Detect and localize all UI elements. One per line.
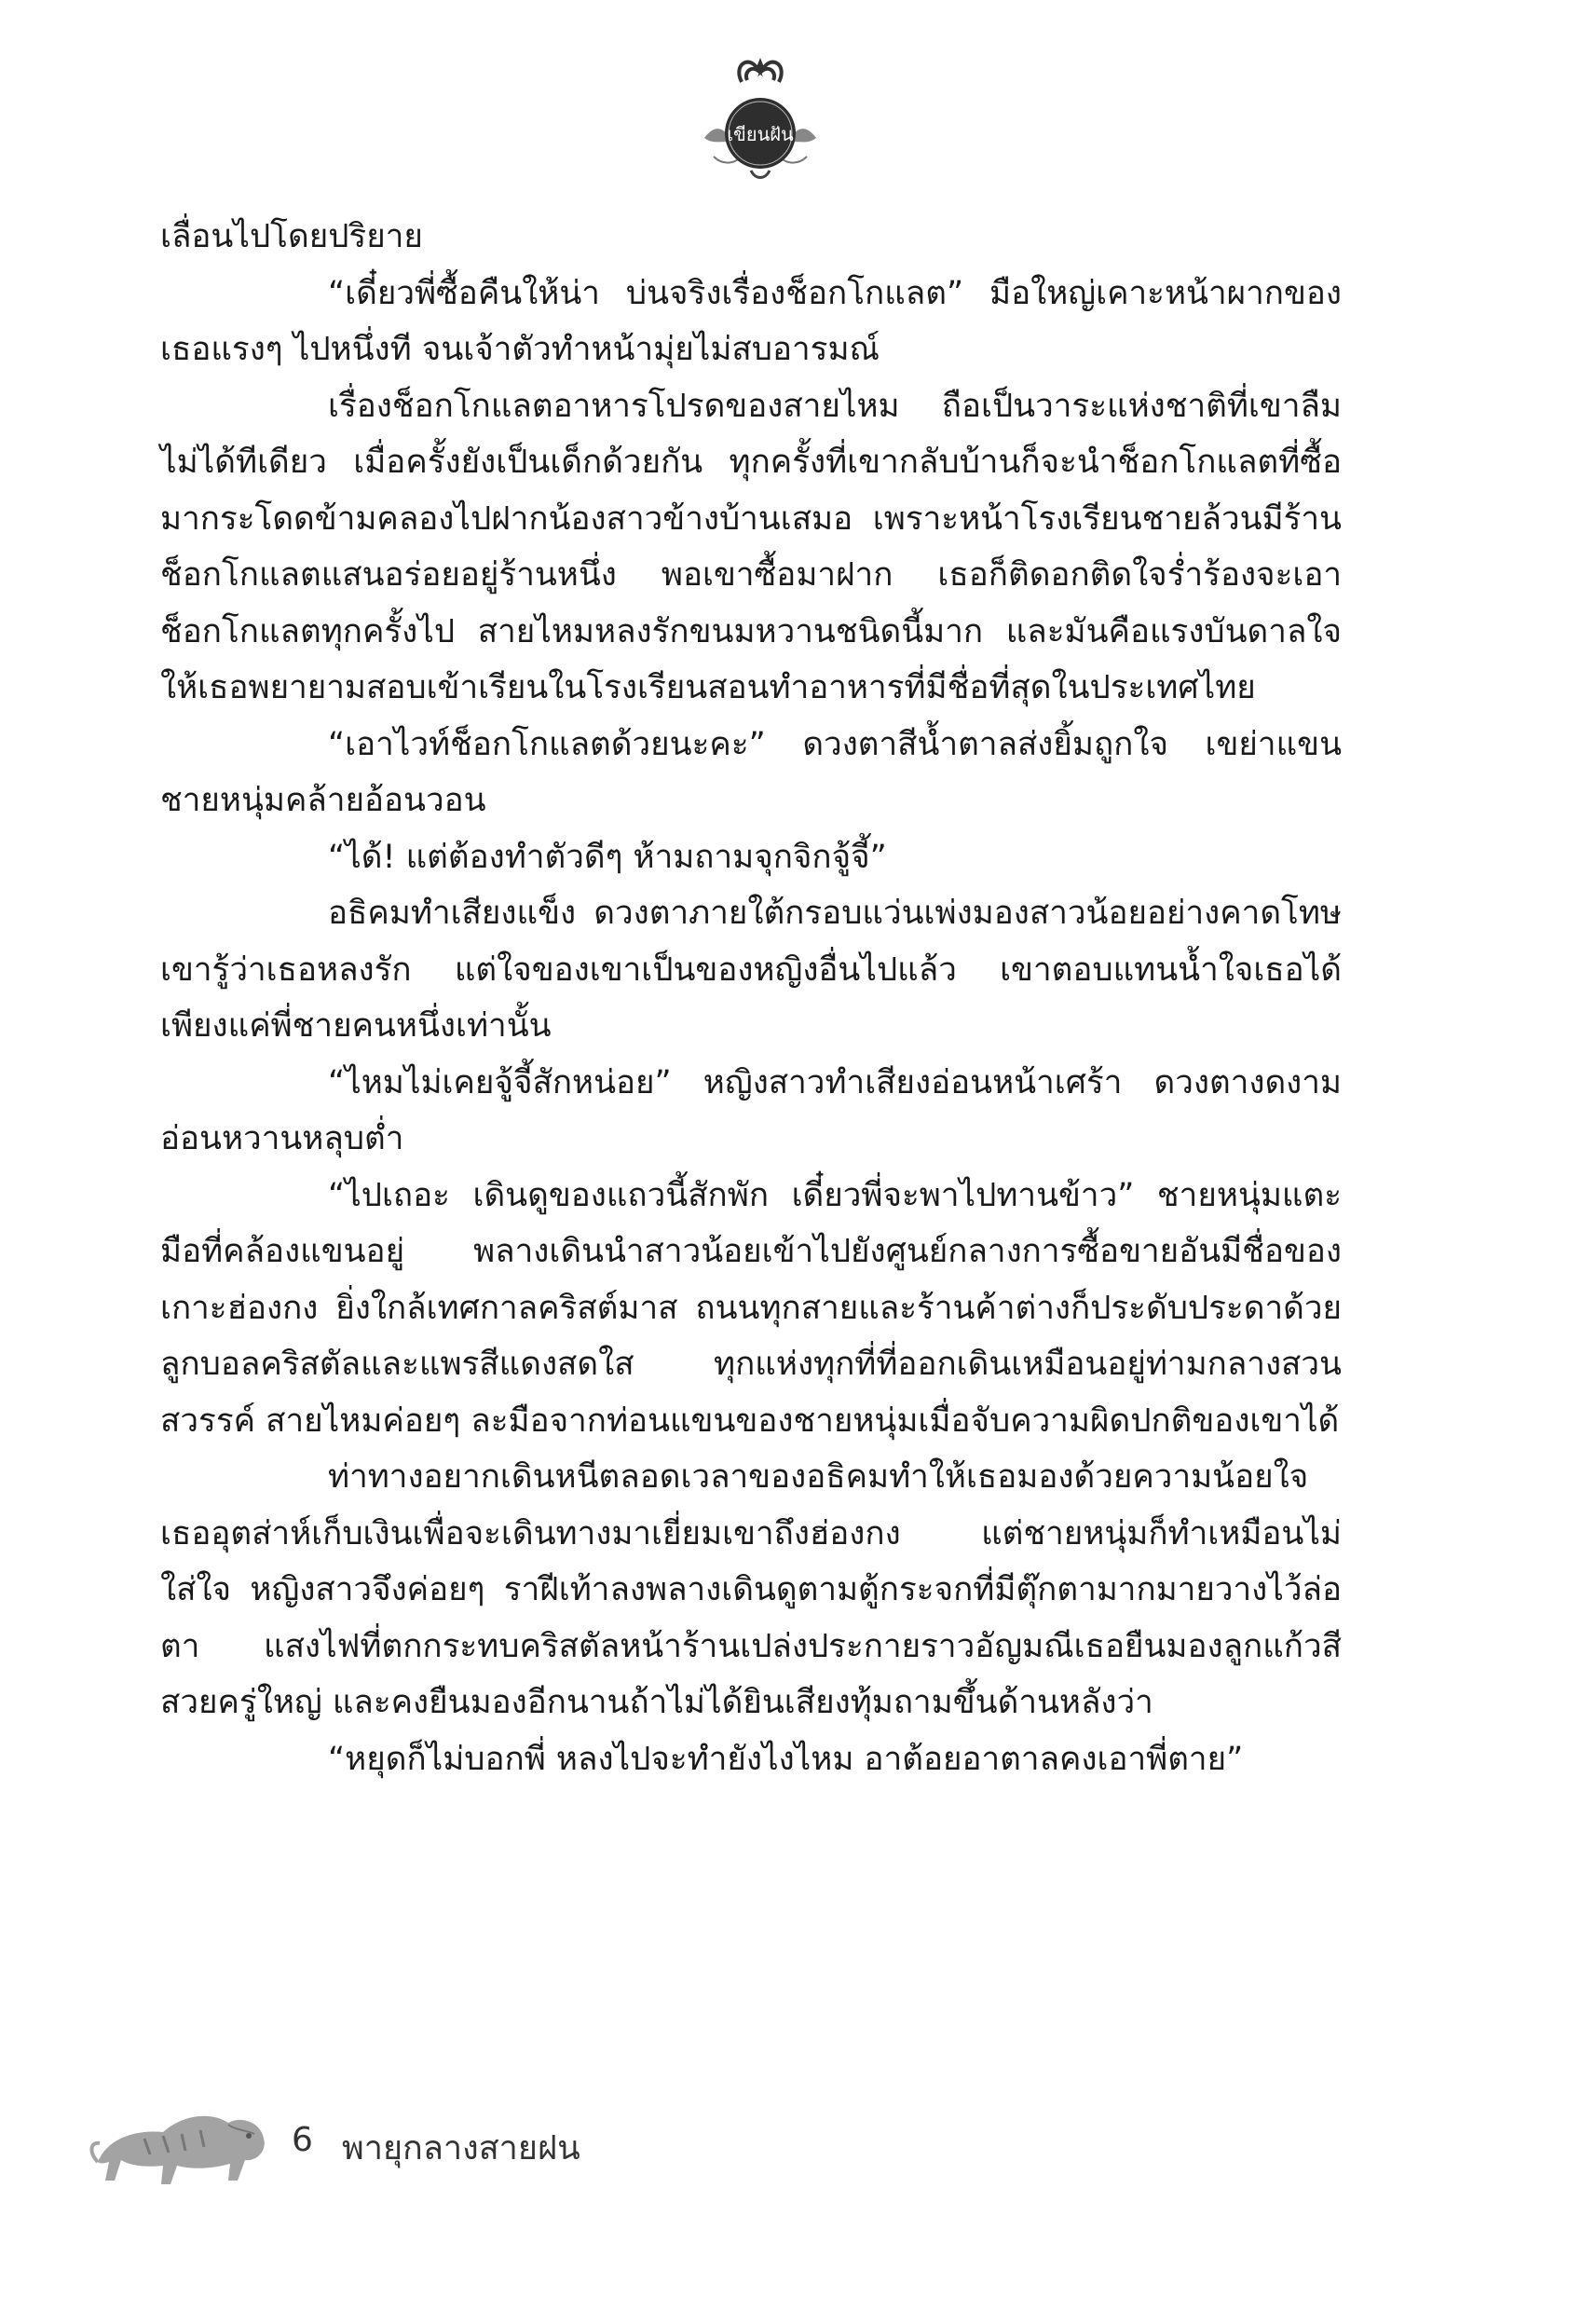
paragraph: เรื่องช็อกโกแลตอาหารโปรดของสายไหม ถือเป็นวาระแห่งชาติที่เขาลืมไม่ได้ทีเดียว เมื่อครั้งยังเป็นเด็กด้วยกัน ทุกครั้งที่เขากลับบ้านก็จะนำช็อกโกแลตที่ซื้อมากระโดดข้ามคลองไปฝากน้องสาวข้างบ้านเสมอ เพราะหน้าโรงเรียนชายล้วนมีร้านช็อกโกแลตแสนอร่อยอยู่ร้านหนึ่ง พอเขาซื้อมาฝาก เธอก็ติดอกติดใจร่ำร้องจะเอาช็อกโกแลตทุกครั้งไป สายไหมหลงรักขนมหวานชนิดนี้มาก และมันคือแรงบันดาลใจให้เธอพยายามสอบเข้าเรียนในโรงเรียนสอนทำอาหารที่มีชื่อที่สุดในประเทศไทย [160,387,1342,706]
logo-text: เขียนฝัน [727,123,794,145]
page-number: 6 [292,2121,313,2159]
page-body [160,209,1342,1787]
paragraph: “ได้! แต่ต้องทำตัวดีๆ ห้ามถามจุกจิกจู้จี้” [328,838,887,876]
paragraph: “ไหมไม่เคยจู้จี้สักหน่อย” หญิงสาวทำเสียงอ่อนหน้าเศร้า ดวงตางดงามอ่อนหวานหลุบต่ำ [160,1063,1342,1157]
paragraph: ท่าทางอยากเดินหนีตลอดเวลาของอธิคมทำให้เธอมองด้วยความน้อยใจ เธออุตส่าห์เก็บเงินเพื่อจะเดินทางมาเยี่ยมเขาถึงฮ่องกง แต่ชายหนุ่มก็ทำเหมือนไม่ใส่ใจ หญิงสาวจึงค่อยๆ ราฝีเท้าลงพลางเดินดูตามตู้กระจกที่มีตุ๊กตามากมายวางไว้ล่อตา แสงไฟที่ตกกระทบคริสตัลหน้าร้านเปล่งประกายราวอัญมณีเธอยืนมองลูกแก้วสีสวยครู่ใหญ่ และคงยืนมองอีกนานถ้าไม่ได้ยินเสียงทุ้มถามขึ้นด้านหลังว่า [160,1458,1342,1721]
paragraph: “หยุดก็ไม่บอกพี่ หลงไปจะทำยังไงไหม อาต้อยอาตาลคงเอาพี่ตาย” [328,1740,1244,1778]
paragraph: “เอาไวท์ช็อกโกแลตด้วยนะคะ” ดวงตาสีน้ำตาลส่งยิ้มถูกใจ เขย่าแขนชายหนุ่มคล้ายอ้อนวอน [160,725,1342,819]
paragraph: อธิคมทำเสียงแข็ง ดวงตาภายใต้กรอบแว่นเพ่งมองสาวน้อยอย่างคาดโทษ เขารู้ว่าเธอหลงรัก แต่ใจของเขาเป็นของหญิงอื่นไปแล้ว เขาตอบแทนน้ำใจเธอได้เพียงแค่พี่ชายคนหนึ่งเท่านั้น [160,895,1342,1045]
book-title: พายุกลางสายฝน [342,2129,580,2167]
paragraph: เลื่อนไปโดยปริยาย [160,218,423,255]
tiger-icon [89,2087,275,2199]
logo-emblem-icon [686,45,835,185]
page-footer [89,2087,741,2199]
publisher-logo [686,45,835,185]
paragraph: “ไปเถอะ เดินดูของแถวนี้สักพัก เดี๋ยวพี่จะพาไปทานข้าว” ชายหนุ่มแตะมือที่คล้องแขนอยู่ พลางเดินนำสาวน้อยเข้าไปยังศูนย์กลางการซื้อขายอันมีชื่อของเกาะฮ่องกง ยิ่งใกล้เทศกาลคริสต์มาส ถนนทุกสายและร้านค้าต่างก็ประดับประดาด้วยลูกบอลคริสตัลและแพรสีแดงสดใส ทุกแห่งทุกที่ที่ออกเดินเหมือนอยู่ท่ามกลางสวนสวรรค์ สายไหมค่อยๆ ละมือจากท่อนแขนของชายหนุ่มเมื่อจับความผิดปกติของเขาได้ [160,1176,1342,1440]
paragraph: “เดี๋ยวพี่ซื้อคืนให้น่า บ่นจริงเรื่องช็อกโกแลต” มือใหญ่เคาะหน้าผากของเธอแรงๆ ไปหนึ่งที จนเจ้าตัวทำหน้ามุ่ยไม่สบอารมณ์ [160,274,1342,368]
